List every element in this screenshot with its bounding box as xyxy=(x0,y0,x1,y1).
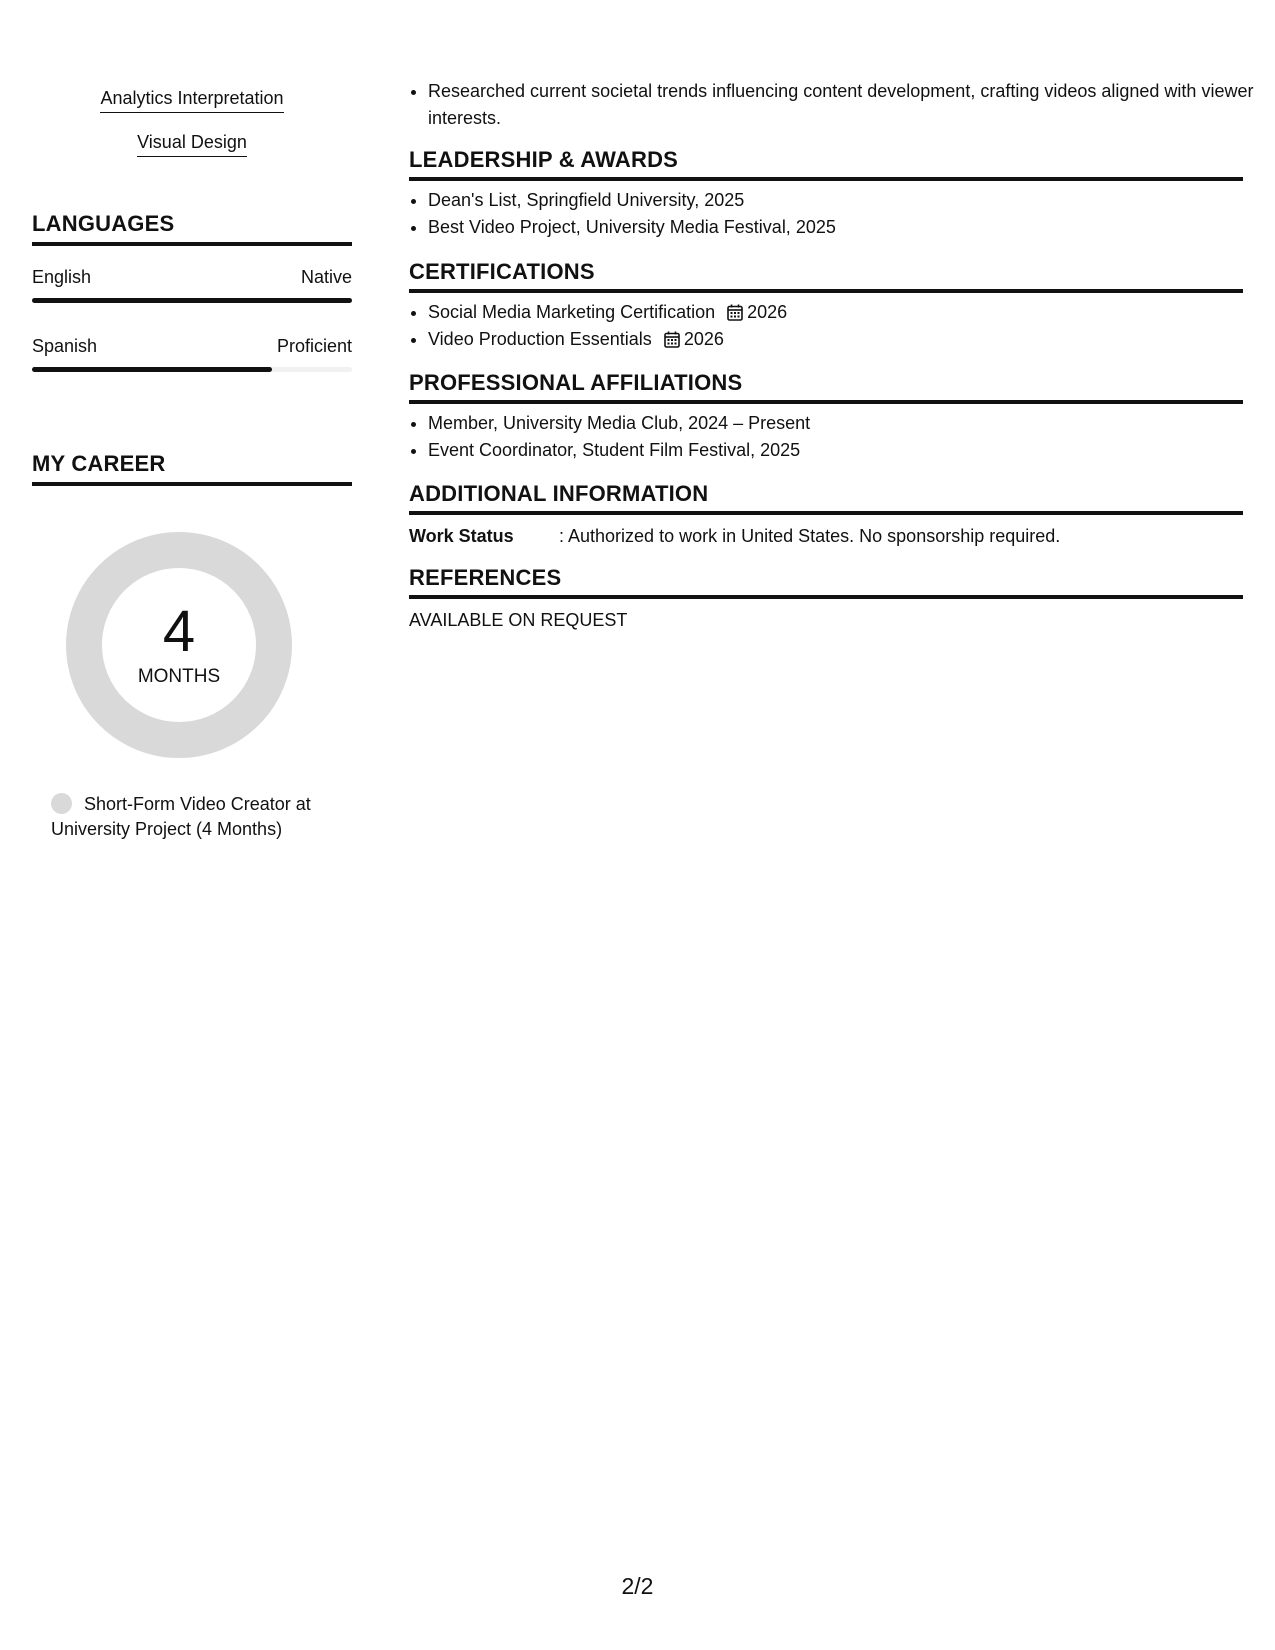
career-legend xyxy=(51,792,351,842)
certification-name: Video Production Essentials xyxy=(428,329,652,349)
language-bar-fill xyxy=(32,367,272,372)
career-total-value: 4 xyxy=(162,599,196,664)
list-item: • Event Coordinator, Student Film Festival, 2025 xyxy=(428,437,1262,464)
calendar-icon xyxy=(727,304,743,321)
career-total-unit: MONTHS xyxy=(137,666,221,687)
references-text: AVAILABLE ON REQUEST xyxy=(409,610,628,630)
legend-label: Short-Form Video Creator at University Project (4 Months) xyxy=(51,794,311,839)
certifications-heading: CERTIFICATIONS xyxy=(409,258,1243,293)
language-bar xyxy=(32,298,352,303)
skill-tag-label: Analytics Interpretation xyxy=(100,86,283,113)
work-status-label: Work Status xyxy=(409,526,514,546)
skill-tag-label: Visual Design xyxy=(137,130,247,157)
list-item: • Best Video Project, University Media Festival, 2025 xyxy=(428,214,1262,241)
affiliations-heading: PROFESSIONAL AFFILIATIONS xyxy=(409,369,1243,404)
language-name: English xyxy=(32,267,92,287)
experience-bullets xyxy=(409,78,1262,132)
career-donut xyxy=(66,532,292,758)
legend-swatch xyxy=(51,793,72,814)
language-name: Spanish xyxy=(32,336,98,356)
certification-year: 2026 xyxy=(747,302,788,322)
language-bar-fill xyxy=(32,298,352,303)
language-bar xyxy=(32,367,352,372)
certification-name: Social Media Marketing Certification xyxy=(428,302,716,322)
affiliations-list xyxy=(409,410,1262,464)
list-item xyxy=(428,326,1262,353)
certifications-list xyxy=(409,299,1262,353)
additional-info-heading: ADDITIONAL INFORMATION xyxy=(409,480,1243,515)
skill-tag xyxy=(32,86,352,113)
page-number: 2/2 xyxy=(621,1573,654,1599)
leadership-heading: LEADERSHIP & AWARDS xyxy=(409,146,1243,181)
leadership-list xyxy=(409,187,1262,241)
languages-heading: LANGUAGES xyxy=(32,210,352,246)
list-item: • Member, University Media Club, 2024 – Present xyxy=(428,410,1262,437)
list-item: • Researched current societal trends influencing content development, crafting videos aligned with viewer interests. xyxy=(428,78,1262,132)
certification-year: 2026 xyxy=(683,329,724,349)
language-level: Proficient xyxy=(276,336,352,356)
language-level: Native xyxy=(300,267,352,287)
list-item xyxy=(428,299,1262,326)
skill-tag xyxy=(32,130,352,157)
work-status-value: : Authorized to work in United States. No sponsorship required. xyxy=(559,526,1061,546)
career-heading: MY CAREER xyxy=(32,450,352,486)
list-item: • Dean's List, Springfield University, 2025 xyxy=(428,187,1262,214)
calendar-icon xyxy=(664,331,680,348)
references-heading: REFERENCES xyxy=(409,564,1243,599)
